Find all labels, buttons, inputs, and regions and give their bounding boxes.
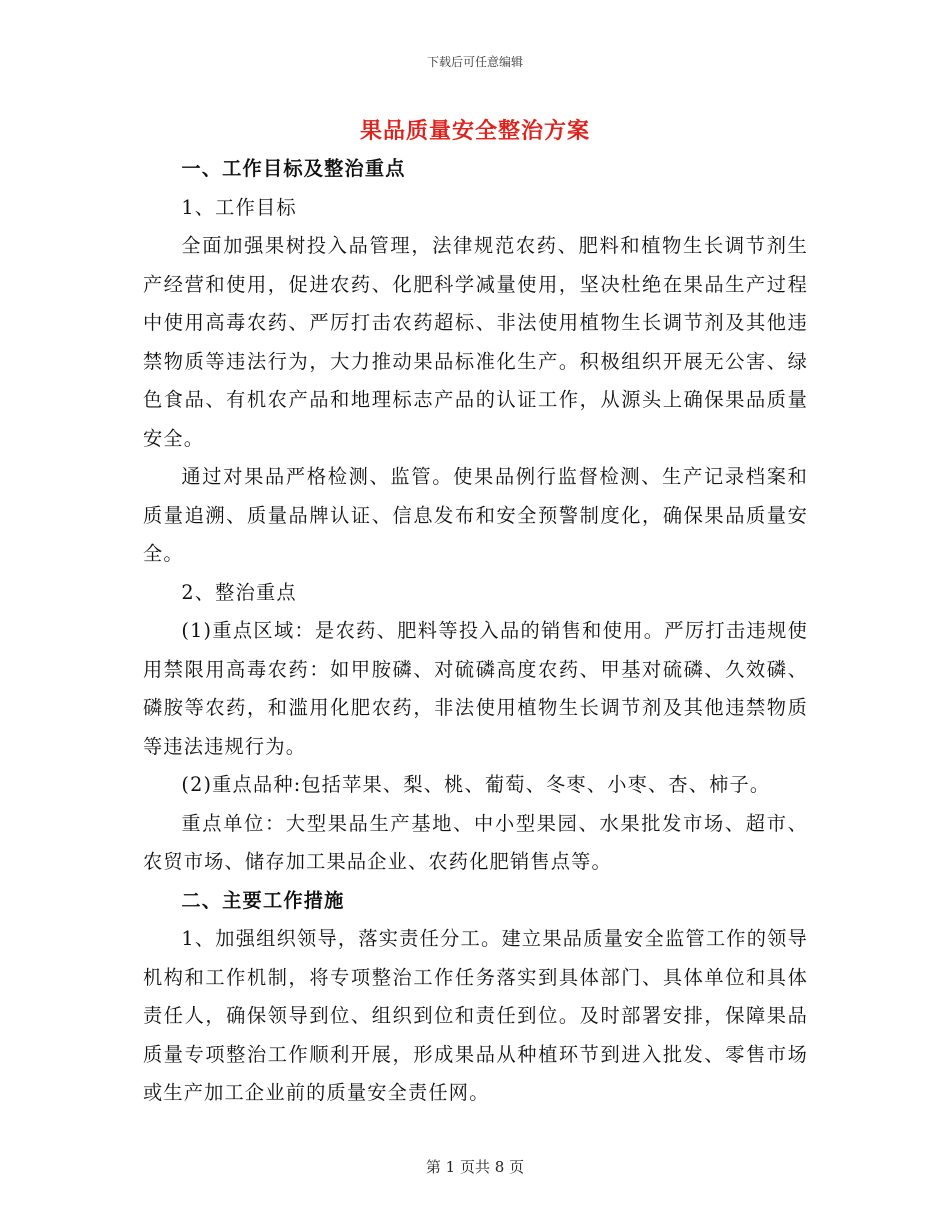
subheading-work-goal: 1、工作目标: [181, 195, 297, 219]
paragraph-measure-1: 1、加强组织领导，落实责任分工。建立果品质量安全监管工作的领导机构和工作机制，将专项整治工作任务落实到具体部门、具体单位和具体责任人，确保领导到位、组织到位和责任到位。及时部署安排，保障果品质量专项整治工作顺利开展，形成果品从种植环节到进入批发、零售市场或生产加工企业前的质量安全责任网。: [143, 927, 808, 1104]
section-heading-1: 一、工作目标及整治重点: [181, 157, 406, 180]
document-body: [143, 150, 808, 1113]
paragraph-focus-units: 重点单位：大型果品生产基地、中小型果园、水果批发市场、超市、农贸市场、储存加工果品企业、农药化肥销售点等。: [143, 811, 808, 873]
paragraph-focus-area: (1)重点区域：是农药、肥料等投入品的销售和使用。严厉打击违规使用禁限用高毒农药：如甲胺磷、对硫磷高度农药、甲基对硫磷、久效磷、磷胺等农药，和滥用化肥农药，非法使用植物生长调节剂及其他违禁物质等违法违规行为。: [143, 619, 808, 758]
page-footer-number: 第 1 页共 8 页: [425, 1158, 525, 1176]
paragraph-goal-1: 全面加强果树投入品管理，法律规范农药、肥料和植物生长调节剂生产经营和使用，促进农药、化肥科学减量使用，坚决杜绝在果品生产过程中使用高毒农药、严厉打击农药超标、非法使用植物生长调节剂及其他违禁物质等违法行为，大力推动果品标准化生产。积极组织开展无公害、绿色食品、有机农产品和地理标志产品的认证工作，从源头上确保果品质量安全。: [143, 234, 808, 450]
paragraph-goal-2: 通过对果品严格检测、监管。使果品例行监督检测、生产记录档案和质量追溯、质量品牌认证、信息发布和安全预警制度化，确保果品质量安全。: [143, 465, 808, 565]
document-title: 果品质量安全整治方案: [359, 118, 590, 144]
paragraph-focus-varieties: (2)重点品种:包括苹果、梨、桃、葡萄、冬枣、小枣、杏、柿子。: [181, 773, 771, 796]
subheading-focus: 2、整治重点: [181, 580, 297, 604]
page-header-note: 下载后可任意编辑: [426, 55, 523, 69]
section-heading-2: 二、主要工作措施: [181, 888, 345, 912]
